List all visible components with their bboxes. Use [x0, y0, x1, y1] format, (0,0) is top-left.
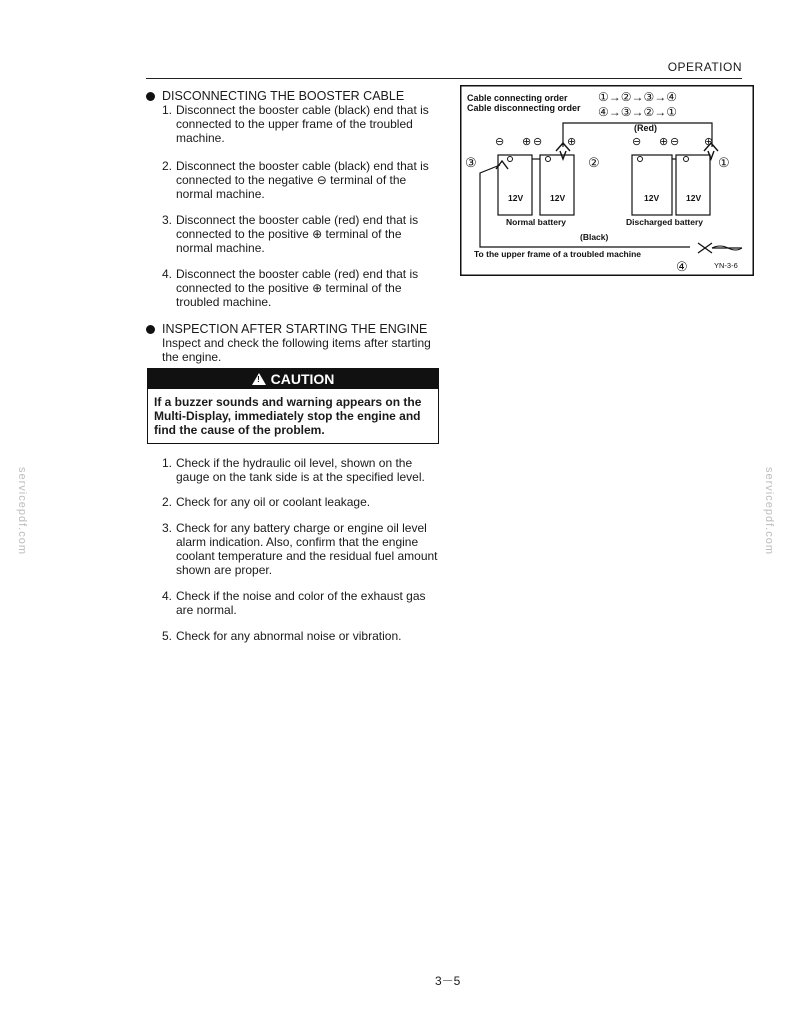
list-item	[146, 159, 440, 201]
inspection-steps	[146, 456, 440, 643]
inspection-section	[146, 322, 440, 364]
marker-2: ②	[588, 155, 600, 170]
step-number: 4.	[162, 267, 173, 281]
normal-battery-cell-left	[498, 155, 532, 215]
step-text: Check for any oil or coolant leakage.	[176, 495, 371, 509]
ground-clamp	[698, 243, 742, 253]
disconnecting-order-sequence: ④→③→②→①	[598, 105, 678, 119]
step-number: 3.	[162, 213, 173, 227]
step-text: Check if the noise and color of the exhaust gas are normal.	[176, 589, 426, 617]
marker-4: ④	[676, 259, 688, 274]
watermark-right: servicepdf.com	[762, 467, 775, 555]
normal-battery-left-minus: ⊖	[495, 136, 505, 148]
step-number: 5.	[162, 629, 173, 643]
discharged-battery-voltage-right: 12V	[686, 193, 702, 203]
list-item	[146, 521, 440, 577]
step-number: 2.	[162, 495, 173, 509]
caution-text: If a buzzer sounds and warning appears on the Multi-Display, immediately stop the engine and find the cause of the problem.	[154, 395, 422, 437]
figure-code: YN-3-6	[714, 261, 738, 270]
list-item	[146, 589, 440, 617]
step-text: Disconnect the booster cable (black) end that is connected to the upper frame of the troubled machine.	[176, 103, 429, 145]
step-number: 1.	[162, 103, 173, 117]
list-item	[146, 267, 440, 309]
normal-battery-minus: ⊖	[533, 136, 543, 148]
normal-battery-label: Normal battery	[506, 217, 566, 227]
disconnect-section	[146, 89, 440, 322]
disconnect-heading	[146, 89, 440, 103]
list-item	[146, 103, 440, 145]
list-item	[146, 456, 440, 484]
red-cable-label: (Red)	[634, 123, 657, 133]
inspection-heading	[146, 322, 440, 336]
inspection-heading-text: INSPECTION AFTER STARTING THE ENGINE	[162, 322, 428, 336]
inspection-intro: Inspect and check the following items after starting the engine.	[162, 336, 431, 364]
connecting-order-sequence: ①→②→③→④	[598, 90, 678, 104]
normal-battery-voltage-left: 12V	[508, 193, 524, 203]
discharged-battery-label: Discharged battery	[626, 217, 703, 227]
inspection-steps-section	[146, 456, 440, 656]
marker-3: ③	[465, 155, 477, 170]
discharged-battery-left-minus: ⊖	[632, 136, 642, 148]
bullet-icon	[146, 325, 155, 334]
connecting-order-label: Cable connecting order	[467, 93, 568, 103]
discharged-battery-cell-right	[676, 155, 710, 215]
caution-box	[147, 368, 439, 444]
discharged-battery-plus: ⊕	[659, 136, 669, 148]
normal-battery-voltage-right: 12V	[550, 193, 566, 203]
disconnecting-order-label: Cable disconnecting order	[467, 103, 581, 113]
step-number: 4.	[162, 589, 173, 603]
black-cable-label: (Black)	[580, 232, 609, 242]
disconnect-steps	[146, 103, 440, 309]
step-number: 3.	[162, 521, 173, 535]
step-text: Disconnect the booster cable (black) end that is connected to the negative ⊖ terminal of the normal machine.	[176, 159, 429, 201]
marker-1: ①	[718, 155, 730, 170]
header-rule	[146, 78, 742, 79]
watermark-left: servicepdf.com	[15, 467, 28, 555]
step-text: Check for any abnormal noise or vibration.	[176, 629, 402, 643]
upper-frame-label: To the upper frame of a troubled machine	[474, 249, 642, 259]
discharged-battery-minus: ⊖	[670, 136, 680, 148]
list-item	[146, 629, 440, 643]
step-text: Disconnect the booster cable (red) end that is connected to the positive ⊕ terminal of the troubled machine.	[176, 267, 419, 309]
discharged-battery-voltage-left: 12V	[644, 193, 660, 203]
booster-cable-diagram	[460, 85, 754, 276]
normal-battery-plus: ⊕	[522, 136, 532, 148]
step-text: Disconnect the booster cable (red) end that is connected to the positive ⊕ terminal of the normal machine.	[176, 213, 419, 255]
step-number: 1.	[162, 456, 173, 470]
step-number: 2.	[162, 159, 173, 173]
disconnect-heading-text: DISCONNECTING THE BOOSTER CABLE	[162, 89, 405, 103]
caution-header	[148, 369, 438, 389]
bullet-icon	[146, 92, 155, 101]
list-item	[146, 495, 440, 509]
normal-battery-cell-right	[540, 155, 574, 215]
discharged-battery-cell-left	[632, 155, 672, 215]
step-text: Check for any battery charge or engine oil level alarm indication. Also, confirm that the engine coolant temperature and the residual fuel amount shown are proper.	[176, 521, 438, 577]
step-text: Check if the hydraulic oil level, shown on the gauge on the tank side is at the specified level.	[176, 456, 425, 484]
page-number: 3－5	[435, 974, 461, 988]
page-header-title: OPERATION	[667, 60, 742, 74]
list-item	[146, 213, 440, 255]
caution-title: CAUTION	[270, 371, 335, 387]
warning-triangle-icon: !	[252, 373, 266, 385]
discharged-battery-right-plus: ⊕	[704, 136, 714, 148]
normal-battery-right-plus: ⊕	[567, 136, 577, 148]
